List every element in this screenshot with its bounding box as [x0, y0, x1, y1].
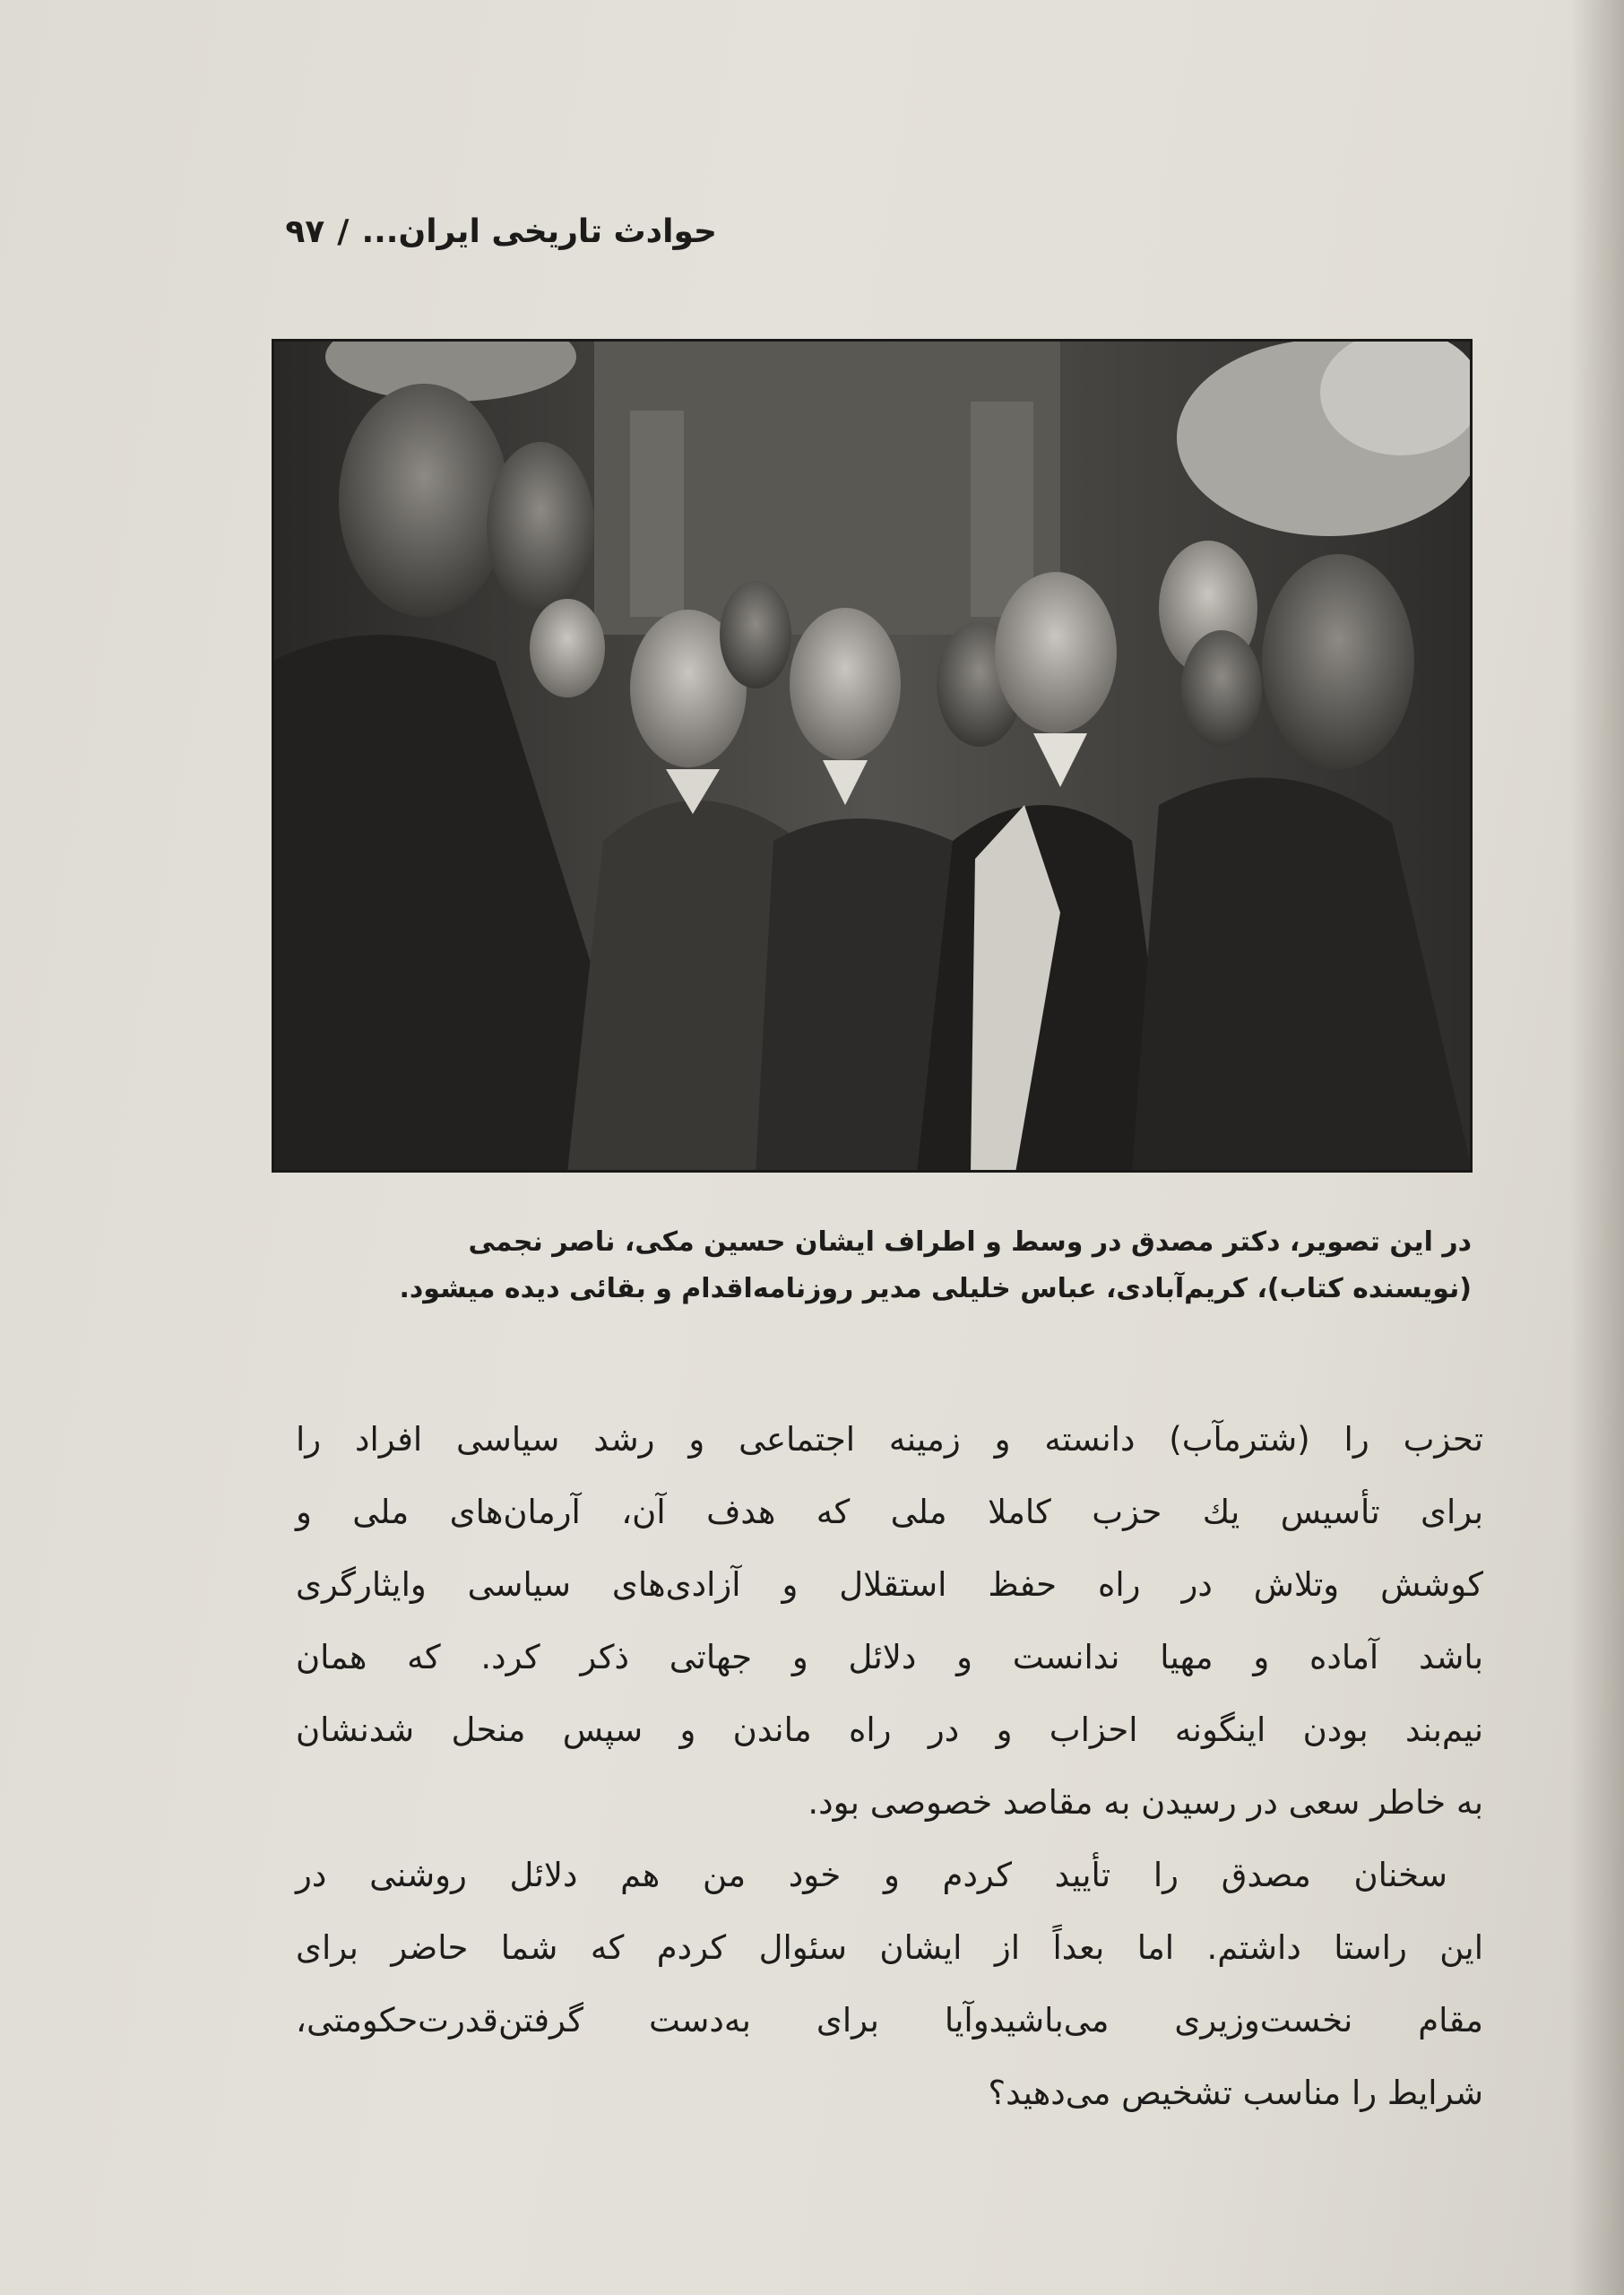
group-photo — [272, 339, 1473, 1173]
body-line: برای تأسیس یك حزب کاملا ملی که هدف آن، آرمان‌های ملی و — [296, 1493, 1483, 1531]
body-line: سخنان مصدق را تأیید کردم و خود من هم دلائل روشنی در — [296, 1856, 1447, 1894]
header-title: حوادث تاریخی ایران... — [361, 213, 717, 250]
page-number: ۹۷ — [285, 213, 325, 250]
caption-line: در این تصویر، دکتر مصدق در وسط و اطراف ایشان حسین مکی، ناصر نجمی — [468, 1226, 1472, 1258]
body-line: کوشش وتلاش در راه حفظ استقلال و آزادی‌های سیاسی وایثارگری — [296, 1565, 1483, 1604]
body-line: باشد آماده و مهیا ندانست و دلائل و جهاتی ذکر کرد. که همان — [296, 1638, 1483, 1676]
body-line: تحزب را (شترمآب) دانسته و زمینه اجتماعی و رشد سیاسی افراد را — [296, 1420, 1483, 1459]
running-header — [287, 213, 717, 276]
body-line: نیم‌بند بودن اینگونه احزاب و در راه ماندن و سپس منحل شدنشان — [296, 1710, 1483, 1749]
body-line: این راستا داشتم. اما بعداً از ایشان سئوال کردم که شما حاضر برای — [296, 1928, 1483, 1967]
body-line: مقام نخست‌وزیری می‌باشیدوآیا برای به‌دست گرفتن‌قدرت‌حکومتی، — [296, 2001, 1483, 2040]
caption-line: (نویسنده کتاب)، کریم‌آبادی، عباس خلیلی مدیر روزنامه‌اقدام و بقائی دیده میشود. — [399, 1273, 1472, 1304]
body-paragraphs — [296, 1403, 1483, 2129]
group-photo-image — [272, 339, 1473, 1173]
header-separator: / — [337, 213, 350, 250]
body-line: شرایط را مناسب تشخیص می‌دهید؟ — [988, 2074, 1483, 2112]
photo-caption — [296, 1219, 1472, 1312]
page-edge-shadow — [1570, 0, 1624, 2295]
body-line: به خاطر سعی در رسیدن به مقاصد خصوصی بود. — [808, 1783, 1483, 1822]
